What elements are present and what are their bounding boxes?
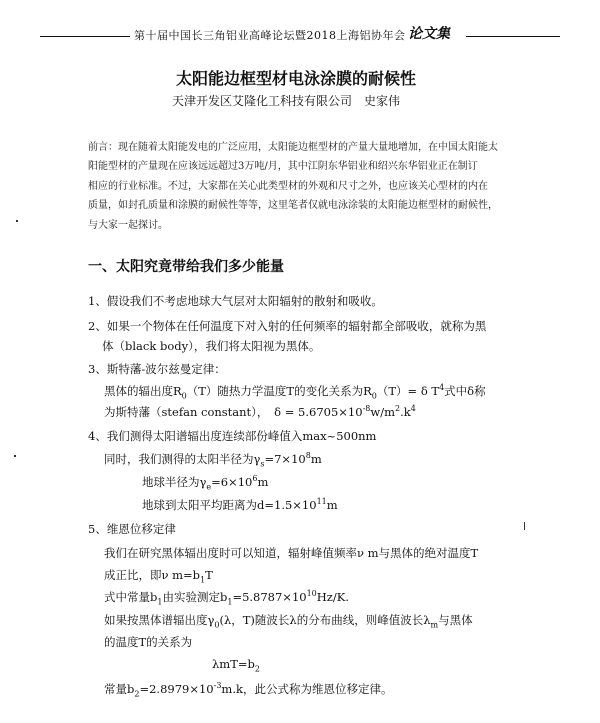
- wien-line-5: 的温度T的关系为: [104, 635, 193, 649]
- wien-constant-line: [104, 681, 392, 698]
- page-title: 太阳能边框型材电泳涂膜的耐候性: [176, 69, 417, 88]
- author-line: 天津开发区艾隆化工科技有限公司 史家伟: [172, 94, 401, 108]
- header-conference: 第十届中国长三角铝业高峰论坛暨2018上海铝协年会: [134, 29, 406, 42]
- wien-text: λmT=b: [212, 657, 255, 671]
- stefan-text: .k: [400, 405, 411, 419]
- wien-line-1: 我们在研究黑体辐出度时可以知道，辐射峰值频率ν m与黑体的绝对温度T: [104, 546, 479, 560]
- scan-speck: [524, 522, 525, 530]
- subscript: m: [430, 620, 439, 630]
- wien-text: 式中常量b: [104, 590, 158, 604]
- distance-text: 地球到太阳平均距离为d=1.5×10: [142, 498, 317, 512]
- earth-sun-distance-line: [142, 497, 338, 513]
- wien-text: 如果按黑体谱辐出度γ: [104, 613, 215, 627]
- header-rule-left: [40, 36, 130, 37]
- stefan-text: 为斯特藩（stefan constant）， δ = 5.6705×10: [104, 405, 363, 419]
- abstract-line: 相应的行业标准。不过，大家都在关心此类型材的外观和尺寸之外，也应该关心型材的内在: [88, 181, 488, 192]
- wien-text: 常量b: [104, 682, 135, 696]
- distance-text: m: [326, 498, 338, 512]
- item-2-line2: 体（black body），我们将太阳视为黑体。: [102, 339, 321, 353]
- radius-text: 同时，我们测得的太阳半径为γ: [104, 452, 261, 466]
- superscript: 2: [394, 404, 401, 414]
- subscript: 1: [227, 597, 233, 607]
- subscript: e: [206, 482, 212, 492]
- section-heading: 一、太阳究竟带给我们多少能量: [88, 259, 284, 275]
- subscript: 1: [157, 597, 163, 607]
- radius-text: =7×10: [264, 452, 306, 466]
- stefan-text: （T）= δ T: [376, 384, 440, 398]
- superscript: -8: [362, 404, 371, 414]
- stefan-text: 黑体的辐出度R: [104, 384, 182, 398]
- subscript: 0: [214, 620, 220, 630]
- subscript: s: [260, 459, 265, 469]
- subscript: 2: [254, 664, 260, 674]
- wien-text: 由实验测定b: [162, 590, 228, 604]
- earth-radius-line: [142, 474, 268, 491]
- wien-line-2: [104, 567, 213, 584]
- wien-text: =5.8787×10: [232, 590, 307, 604]
- radius-text: m: [310, 452, 322, 466]
- wien-text: (λ，T)随波长λ的分布曲线，则峰值波长λ: [219, 613, 431, 627]
- abstract-line: 质量，如封孔质量和涂膜的耐候性等等，这里笔者仅就电泳涂装的太阳能边框型材的耐候性，: [88, 200, 498, 211]
- header-rule-right: [466, 36, 560, 37]
- stefan-formula-line: [104, 383, 486, 400]
- item-3: 3、斯特藩-波尔兹曼定律：: [88, 362, 226, 376]
- abstract-line: 前言：现在随着太阳能发电的广泛应用，太阳能边框型材的产量大量地增加，在中国太阳能太: [88, 142, 498, 153]
- subscript: 2: [134, 689, 140, 699]
- wien-line-4: [104, 612, 473, 629]
- sun-radius-line: [104, 451, 322, 468]
- wien-line-3: [104, 589, 349, 606]
- wien-text: =2.8979×10: [139, 682, 214, 696]
- stefan-constant-line: [104, 404, 416, 420]
- abstract-line: 与大家一起探讨。: [88, 220, 168, 231]
- subscript: 1: [200, 575, 206, 585]
- superscript: 8: [305, 451, 311, 461]
- wien-formula: [212, 657, 260, 673]
- wien-text: m.k，此公式称为维恩位移定律。: [221, 682, 393, 696]
- header-collection: 论文集: [408, 26, 450, 42]
- item-2-line1: 2、如果一个物体在任何温度下对入射的任何频率的辐射都全部吸收，就称为黑: [88, 319, 487, 333]
- stefan-text: （T）随热力学温度T的变化关系为R: [186, 384, 372, 398]
- subscript: 0: [371, 391, 377, 401]
- item-1: 1、假设我们不考虑地球大气层对太阳辐射的散射和吸收。: [88, 294, 383, 308]
- scan-speck: [14, 455, 16, 457]
- scan-speck: [16, 220, 18, 222]
- radius-text: m: [257, 475, 269, 489]
- subscript: 0: [181, 391, 187, 401]
- wien-text: T: [205, 568, 213, 582]
- superscript: -3: [213, 681, 222, 691]
- item-5: 5、维恩位移定律: [88, 522, 176, 536]
- stefan-text: 式中δ称: [444, 384, 486, 398]
- radius-text: =6×10: [211, 475, 253, 489]
- wien-text: Hz/K.: [316, 590, 349, 604]
- wien-text: 成正比，即ν m=b: [104, 568, 201, 582]
- superscript: 4: [410, 404, 416, 414]
- wien-text: 与黑体: [438, 613, 473, 627]
- superscript: 11: [316, 497, 327, 507]
- superscript: 10: [306, 589, 317, 599]
- superscript: 4: [439, 383, 445, 393]
- radius-text: 地球半径为γ: [142, 475, 207, 489]
- superscript: 6: [252, 474, 258, 484]
- stefan-text: w/m: [370, 405, 395, 419]
- item-4: 4、我们测得太阳谱辐出度连续部份峰值入max~500nm: [88, 429, 377, 443]
- abstract-line: 阳能型材的产量现在应该远远超过3万吨/月，其中江阴东华铝业和绍兴东华铝业正在制订: [88, 161, 478, 172]
